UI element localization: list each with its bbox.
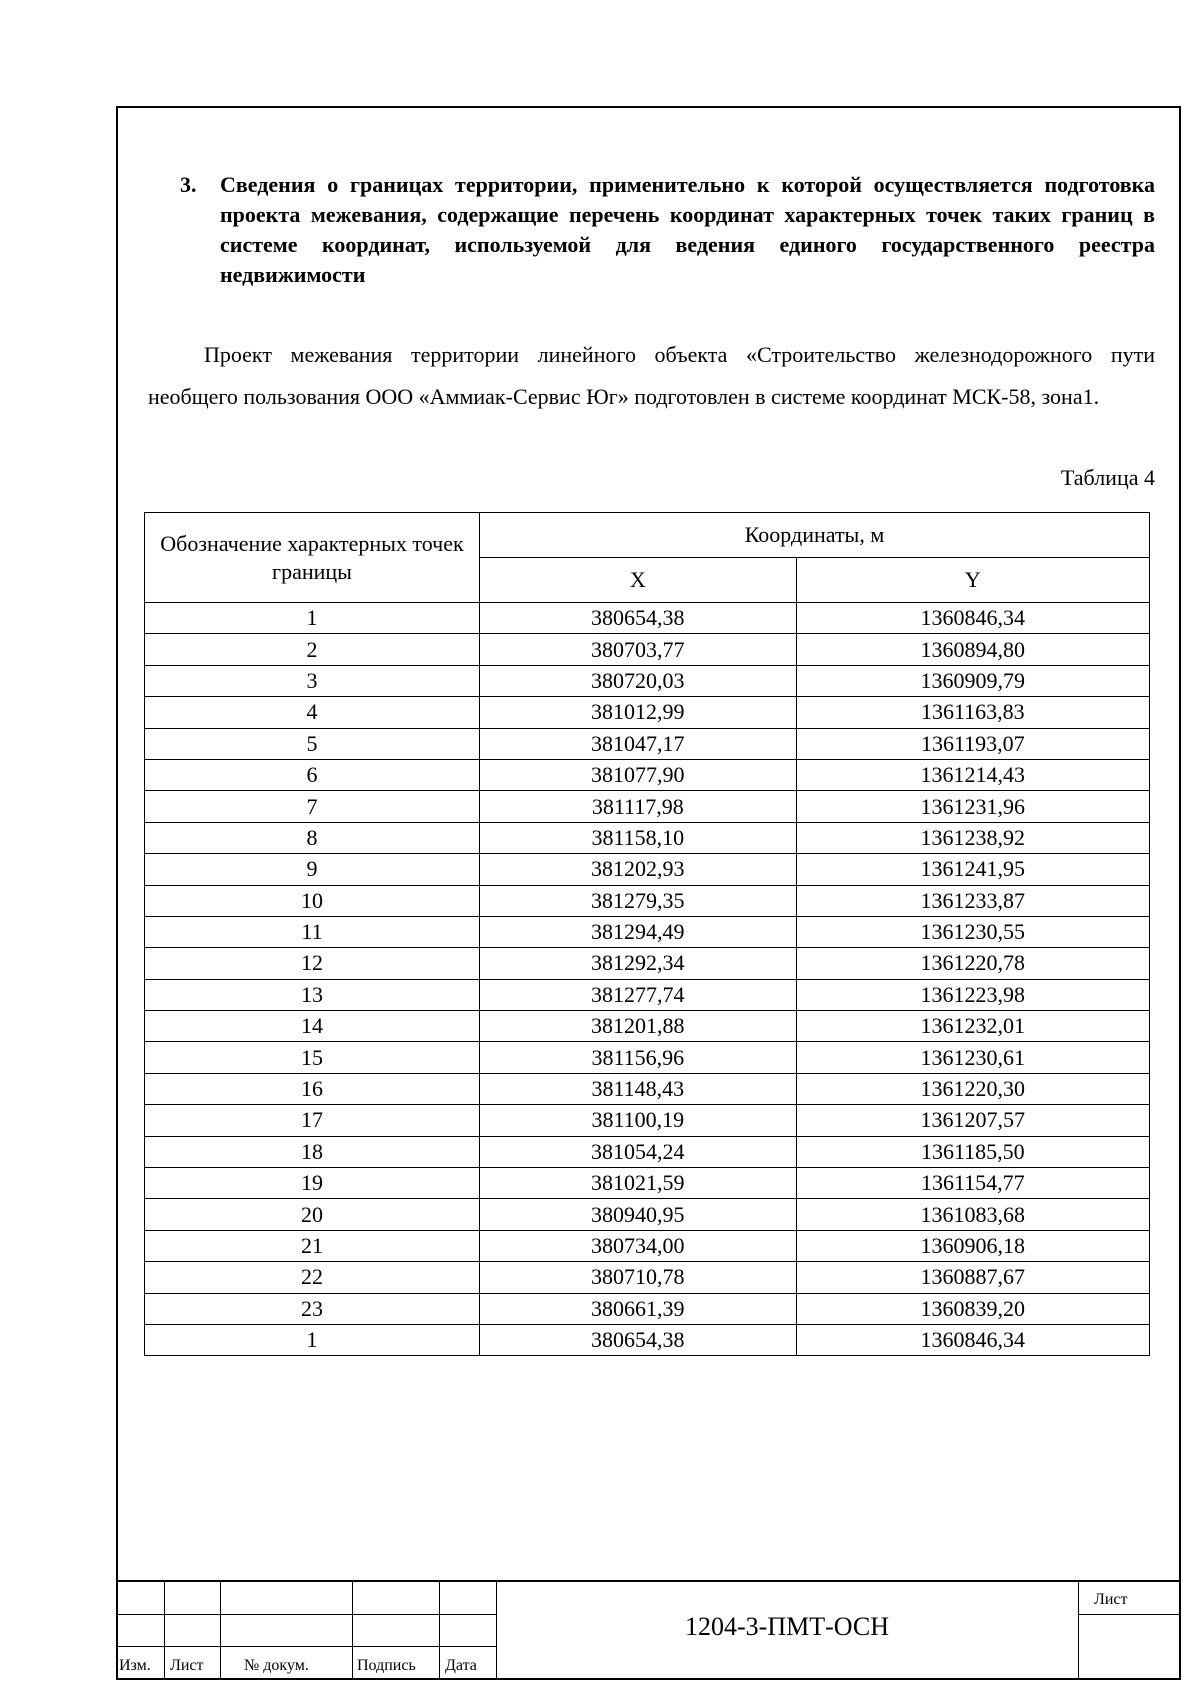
- point-cell: 22: [145, 1262, 480, 1293]
- point-cell: 14: [145, 1011, 480, 1042]
- y-cell: 1361233,87: [796, 885, 1149, 916]
- document-code: 1204-3-ПМТ-ОСН: [685, 1612, 889, 1641]
- header-point: Обозначение характерных точек границы: [145, 513, 480, 603]
- x-cell: 381148,43: [480, 1073, 797, 1104]
- section-heading: [180, 170, 1155, 290]
- y-cell: 1360894,80: [796, 634, 1149, 665]
- x-cell: 381156,96: [480, 1042, 797, 1073]
- table-row: [145, 1105, 1150, 1136]
- x-cell: 381158,10: [480, 822, 797, 853]
- y-cell: 1361231,96: [796, 791, 1149, 822]
- x-cell: 380654,38: [480, 1324, 797, 1355]
- x-cell: 381201,88: [480, 1011, 797, 1042]
- header-coordinates: Координаты, м: [480, 513, 1150, 558]
- x-cell: 381021,59: [480, 1168, 797, 1199]
- y-cell: 1361223,98: [796, 979, 1149, 1010]
- x-cell: 381100,19: [480, 1105, 797, 1136]
- table-row: [145, 1136, 1150, 1167]
- x-cell: 381012,99: [480, 697, 797, 728]
- point-cell: 3: [145, 665, 480, 696]
- section-title: Сведения о границах территории, применительно к которой осуществляется подготовка проекта межевания, содержащие перечень координат характерных точек таких границ в системе координат, используемой для ведения единого государственного реестра недвижимости: [220, 172, 1155, 287]
- table-row: [145, 1324, 1150, 1355]
- point-cell: 20: [145, 1199, 480, 1230]
- point-cell: 9: [145, 854, 480, 885]
- table-row: [145, 1042, 1150, 1073]
- section-number: 3.: [180, 172, 197, 197]
- table-row: [145, 1293, 1150, 1324]
- point-cell: 8: [145, 822, 480, 853]
- point-cell: 2: [145, 634, 480, 665]
- table-row: [145, 665, 1150, 696]
- table-row: [145, 979, 1150, 1010]
- point-cell: 5: [145, 728, 480, 759]
- point-cell: 16: [145, 1073, 480, 1104]
- point-cell: 4: [145, 697, 480, 728]
- table-row: [145, 854, 1150, 885]
- point-cell: 21: [145, 1230, 480, 1261]
- x-cell: 380734,00: [480, 1230, 797, 1261]
- point-cell: 11: [145, 916, 480, 947]
- header-y: Y: [796, 558, 1149, 603]
- x-cell: 380703,77: [480, 634, 797, 665]
- stamp-signature-label: Подпись: [357, 1657, 416, 1674]
- table-row: [145, 603, 1150, 634]
- point-cell: 12: [145, 948, 480, 979]
- x-cell: 381279,35: [480, 885, 797, 916]
- table-row: [145, 916, 1150, 947]
- x-cell: 381277,74: [480, 979, 797, 1010]
- title-block: [116, 1580, 1181, 1680]
- y-cell: 1361163,83: [796, 697, 1149, 728]
- stamp-sheet-label: Лист: [1094, 1591, 1128, 1608]
- y-cell: 1361241,95: [796, 854, 1149, 885]
- point-cell: 17: [145, 1105, 480, 1136]
- intro-paragraph: Проект межевания территории линейного объекта «Строительство железнодорожного пути необщего пользования ООО «Аммиак-Сервис Юг» подготовлен в системе координат МСК-58, зона1.: [148, 342, 1155, 409]
- table-row: [145, 948, 1150, 979]
- table-row: [145, 1073, 1150, 1104]
- y-cell: 1361230,61: [796, 1042, 1149, 1073]
- table-row: [145, 822, 1150, 853]
- point-cell: 10: [145, 885, 480, 916]
- table-row: [145, 1011, 1150, 1042]
- y-cell: 1361220,78: [796, 948, 1149, 979]
- x-cell: 381047,17: [480, 728, 797, 759]
- point-cell: 6: [145, 759, 480, 790]
- point-cell: 18: [145, 1136, 480, 1167]
- table-row: [145, 791, 1150, 822]
- y-cell: 1361230,55: [796, 916, 1149, 947]
- stamp-izm-label: Изм.: [119, 1657, 151, 1674]
- x-cell: 381202,93: [480, 854, 797, 885]
- y-cell: 1360846,34: [796, 603, 1149, 634]
- point-cell: 19: [145, 1168, 480, 1199]
- table-row: [145, 885, 1150, 916]
- table-row: [145, 634, 1150, 665]
- stamp-docno-label: № докум.: [244, 1657, 309, 1674]
- header-x: X: [480, 558, 797, 603]
- point-cell: 7: [145, 791, 480, 822]
- y-cell: 1361220,30: [796, 1073, 1149, 1104]
- table-row: [145, 1199, 1150, 1230]
- y-cell: 1360839,20: [796, 1293, 1149, 1324]
- table-caption: Таблица 4: [1060, 465, 1155, 490]
- point-cell: 23: [145, 1293, 480, 1324]
- y-cell: 1361083,68: [796, 1199, 1149, 1230]
- point-cell: 13: [145, 979, 480, 1010]
- x-cell: 381077,90: [480, 759, 797, 790]
- x-cell: 381054,24: [480, 1136, 797, 1167]
- point-cell: 1: [145, 1324, 480, 1355]
- y-cell: 1361214,43: [796, 759, 1149, 790]
- stamp-date-label: Дата: [445, 1657, 477, 1674]
- y-cell: 1360846,34: [796, 1324, 1149, 1355]
- x-cell: 380654,38: [480, 603, 797, 634]
- y-cell: 1361207,57: [796, 1105, 1149, 1136]
- table-row: [145, 1230, 1150, 1261]
- y-cell: 1360906,18: [796, 1230, 1149, 1261]
- y-cell: 1361154,77: [796, 1168, 1149, 1199]
- table-row: [145, 1262, 1150, 1293]
- x-cell: 381117,98: [480, 791, 797, 822]
- y-cell: 1360909,79: [796, 665, 1149, 696]
- coordinates-table: [144, 512, 1150, 1356]
- stamp-list-label: Лист: [170, 1657, 204, 1674]
- table-row: [145, 1168, 1150, 1199]
- y-cell: 1361193,07: [796, 728, 1149, 759]
- x-cell: 380661,39: [480, 1293, 797, 1324]
- table-row: [145, 759, 1150, 790]
- x-cell: 380940,95: [480, 1199, 797, 1230]
- x-cell: 381294,49: [480, 916, 797, 947]
- table-row: [145, 697, 1150, 728]
- y-cell: 1361238,92: [796, 822, 1149, 853]
- x-cell: 381292,34: [480, 948, 797, 979]
- point-cell: 15: [145, 1042, 480, 1073]
- y-cell: 1361185,50: [796, 1136, 1149, 1167]
- y-cell: 1361232,01: [796, 1011, 1149, 1042]
- point-cell: 1: [145, 603, 480, 634]
- table-row: [145, 728, 1150, 759]
- y-cell: 1360887,67: [796, 1262, 1149, 1293]
- x-cell: 380710,78: [480, 1262, 797, 1293]
- x-cell: 380720,03: [480, 665, 797, 696]
